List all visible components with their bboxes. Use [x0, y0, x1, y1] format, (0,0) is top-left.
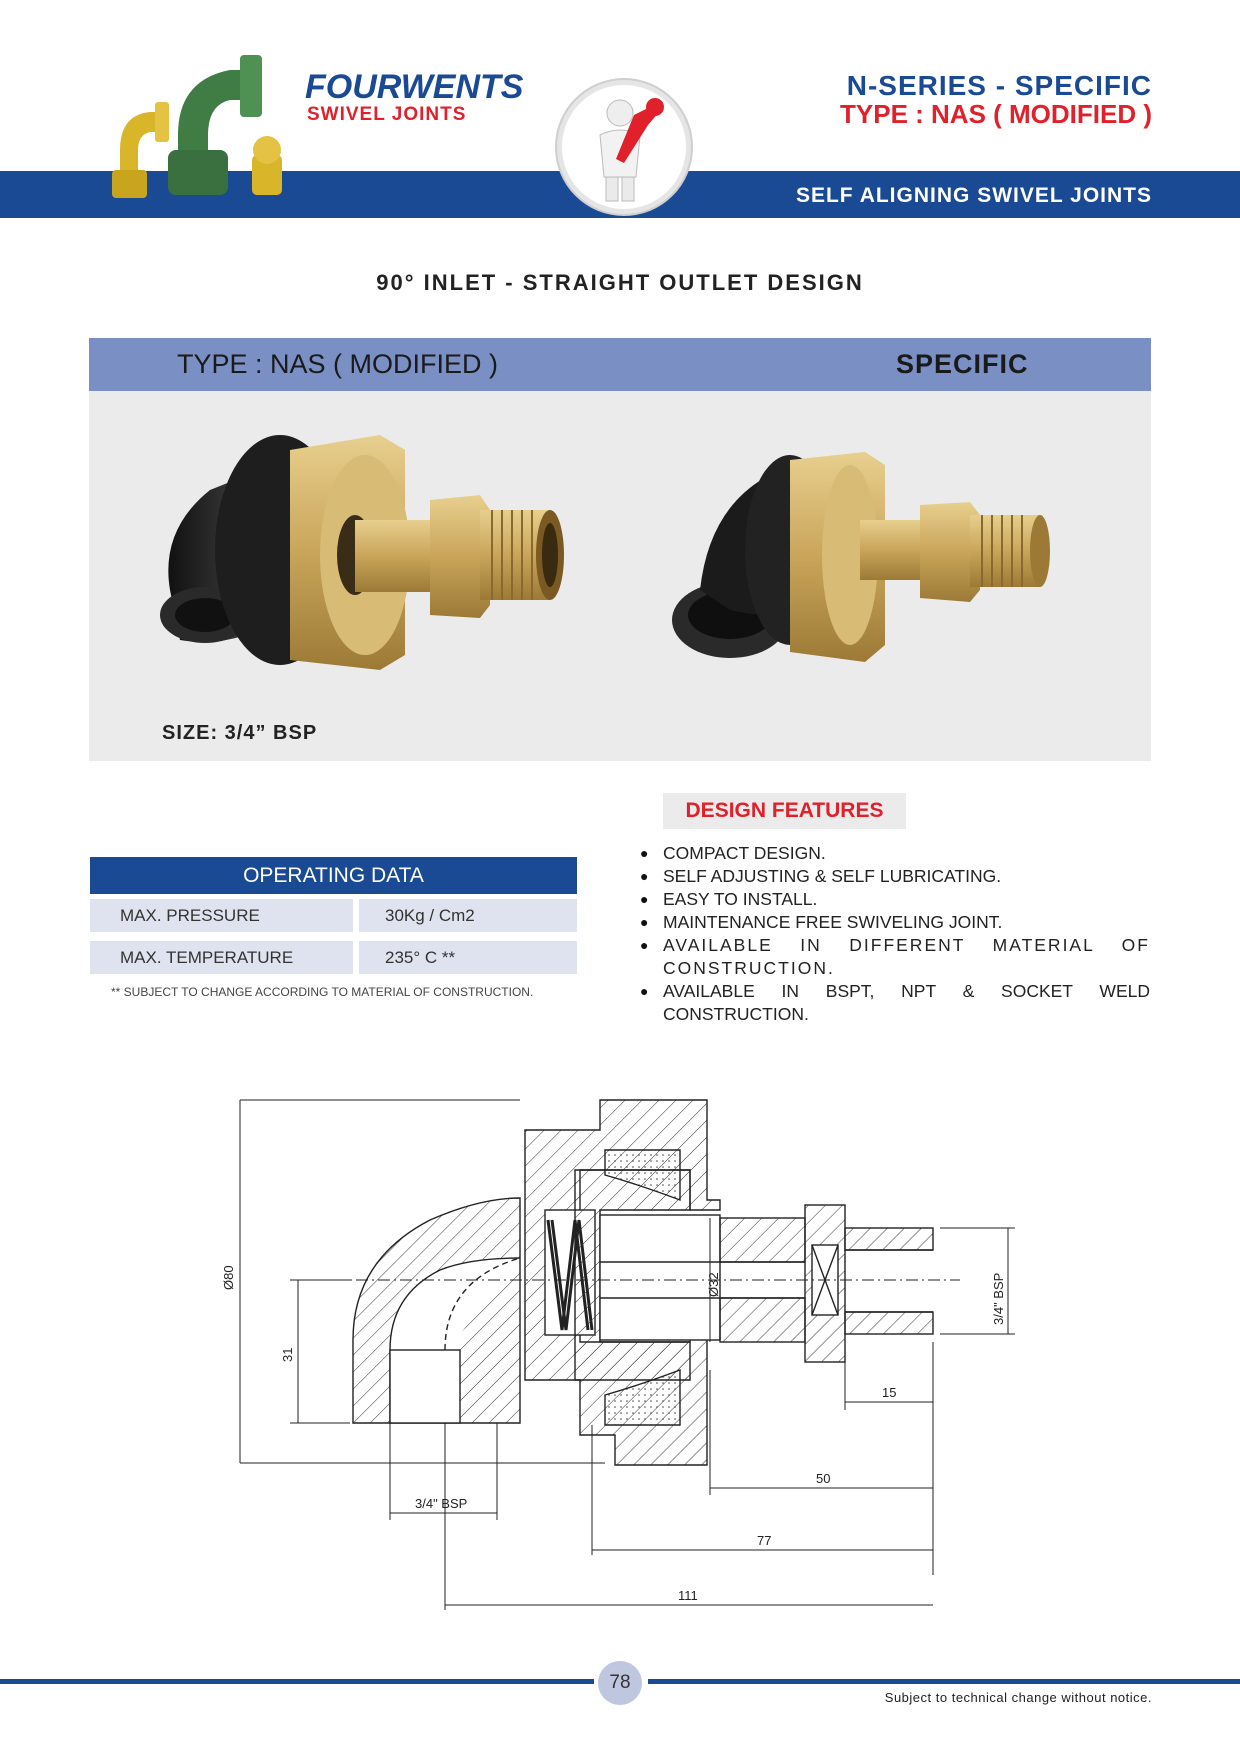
product-image-side: [150, 410, 600, 710]
feature-item: ● EASY TO INSTALL.: [640, 888, 1150, 911]
green-body: [168, 150, 228, 195]
operating-data-header: OPERATING DATA: [90, 857, 577, 894]
dim-80: Ø80: [221, 1265, 236, 1290]
feature-item: ● AVAILABLE IN DIFFERENT MATERIAL OF CONSTRUCTION.: [640, 934, 1150, 980]
design-features-header: DESIGN FEATURES: [663, 793, 906, 829]
series-title: N-SERIES - SPECIFIC: [846, 70, 1152, 101]
yellow-flange: [155, 102, 169, 142]
brand-title: FOURWENTS: [305, 68, 524, 106]
product-size: SIZE: 3/4” BSP: [162, 722, 318, 744]
dim-15: 15: [882, 1385, 897, 1400]
wrench-mascot-icon: [562, 85, 686, 209]
design-features-list: [640, 842, 1150, 1026]
dim-111: 111: [678, 1588, 698, 1603]
yellow-body: [112, 170, 147, 198]
pressure-value: 30Kg / Cm2: [359, 899, 577, 932]
green-flange-top: [240, 55, 262, 117]
feature-item: ● MAINTENANCE FREE SWIVELING JOINT.: [640, 911, 1150, 934]
feature-item: ● COMPACT DESIGN.: [640, 842, 1150, 865]
pressure-label: MAX. PRESSURE: [90, 899, 353, 932]
dim-50: 50: [816, 1471, 831, 1486]
footer-line-left: [0, 1679, 594, 1684]
temperature-value: 235° C **: [359, 941, 577, 974]
brand-tagline: SWIVEL JOINTS: [307, 104, 467, 125]
feature-item: ● SELF ADJUSTING & SELF LUBRICATING.: [640, 865, 1150, 888]
dim-bsp-bottom: 3/4" BSP: [415, 1496, 468, 1511]
technical-drawing: [0, 1080, 1240, 1620]
band-title: SELF ALIGNING SWIVEL JOINTS: [795, 184, 1152, 207]
footer-note: Subject to technical change without notice.: [884, 1690, 1152, 1705]
mascot-badge: [557, 80, 691, 214]
dim-32: Ø32: [706, 1272, 721, 1297]
design-title: 90° INLET - STRAIGHT OUTLET DESIGN: [376, 270, 864, 295]
product-specific-label: SPECIFIC: [896, 349, 1029, 379]
dim-bsp-right: 3/4" BSP: [991, 1272, 1006, 1325]
product-image-angled: [670, 440, 1090, 700]
header-product-image: [100, 40, 300, 210]
dim-31: 31: [280, 1347, 295, 1362]
feature-item: ● AVAILABLE IN BSPT, NPT & SOCKET WELD CONSTRUCTION.: [640, 980, 1150, 1026]
yellow-elbow-shape: [120, 112, 160, 180]
page-number: 78: [598, 1661, 642, 1705]
small-yellow-flange: [253, 136, 281, 164]
operating-data-note: ** SUBJECT TO CHANGE ACCORDING TO MATERIAL OF CONSTRUCTION.: [111, 985, 534, 999]
temperature-label: MAX. TEMPERATURE: [90, 941, 353, 974]
type-title: TYPE : NAS ( MODIFIED ): [840, 99, 1152, 129]
footer-line-right: [648, 1679, 1240, 1684]
product-type-label: TYPE : NAS ( MODIFIED ): [177, 349, 499, 379]
dim-77: 77: [757, 1533, 772, 1548]
